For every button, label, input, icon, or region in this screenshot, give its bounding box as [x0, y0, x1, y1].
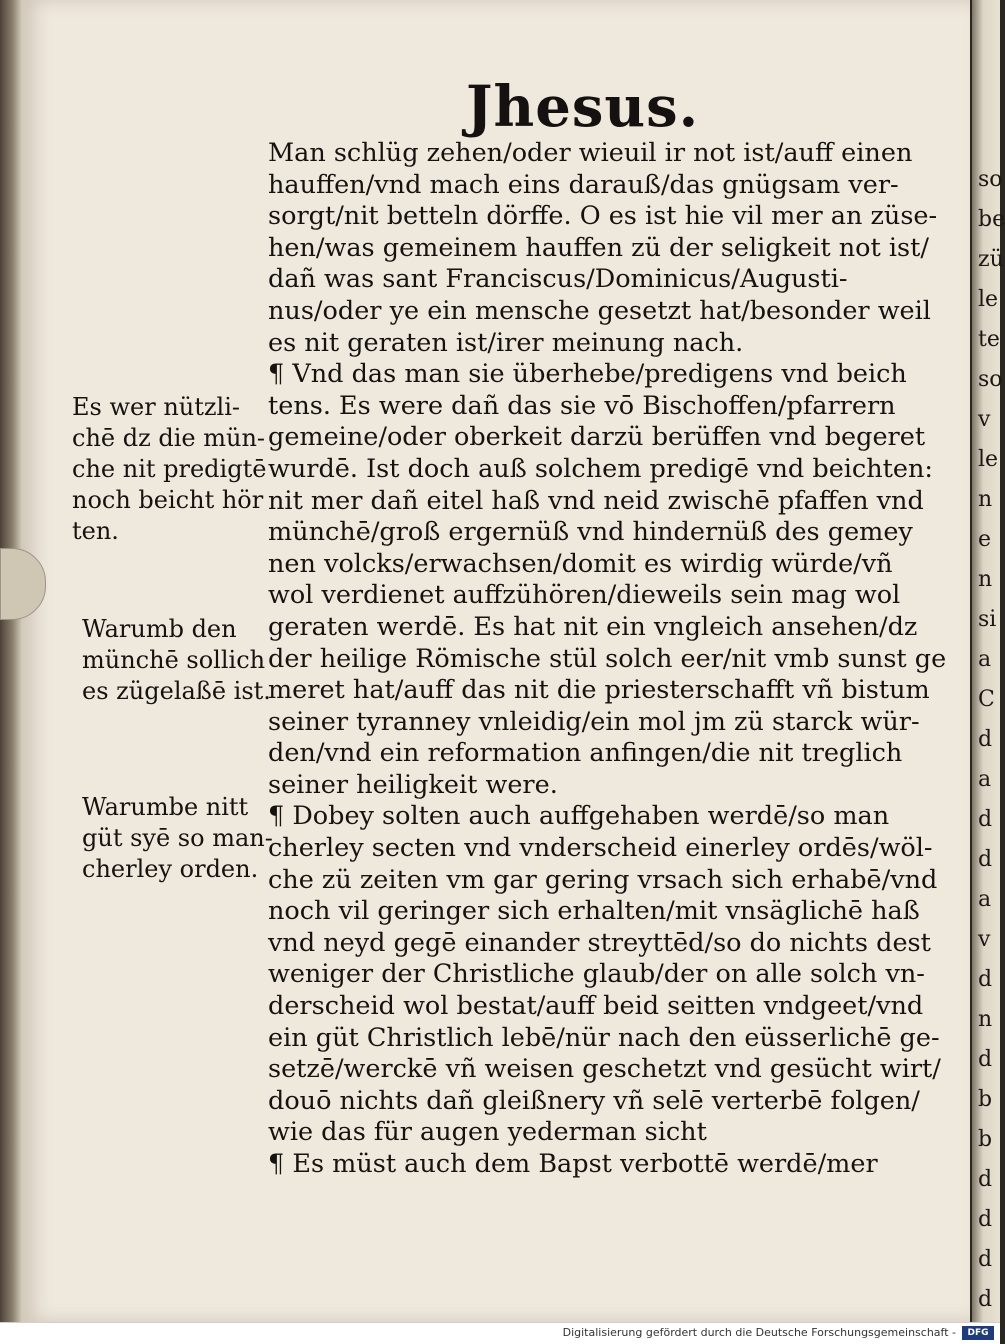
footer-credit: Digitalisierung gefördert durch die Deutsche Forschungsgemeinschaft -	[562, 1326, 956, 1339]
facing-fragment: le	[978, 447, 999, 472]
dfg-logo: DFG	[962, 1326, 994, 1340]
facing-fragment: d	[978, 1287, 993, 1312]
margin-note-line: Es wer nützli-	[72, 393, 240, 421]
text-line: seiner tyranney vnleidig/ein mol jm zü starck wür-	[268, 706, 920, 737]
margin-note-line: noch beicht hör	[72, 486, 264, 514]
book-left-edge	[0, 0, 22, 1322]
text-line: den/vnd ein reformation anfingen/die nit treglich	[268, 738, 903, 769]
margin-note-1	[72, 392, 266, 547]
margin-note-2	[82, 614, 271, 707]
text-line: geraten werdē. Es hat nit ein vngleich ansehen/dz	[268, 611, 918, 642]
text-line: hen/was gemeinem hauffen zü der seligkeit not ist/	[268, 232, 929, 263]
text-line: tens. Es were dañ das sie vō Bischoffen/pfarrern	[268, 390, 896, 421]
main-text-block	[268, 138, 947, 1181]
facing-fragment: d	[978, 1047, 993, 1072]
facing-fragment: b	[978, 1127, 993, 1152]
facing-fragment: a	[978, 767, 992, 792]
facing-fragment: v	[978, 927, 991, 952]
text-line: ¶ Vnd das man sie überhebe/predigens vnd beich	[268, 359, 907, 390]
margin-note-line: münchē sollich	[82, 646, 266, 674]
text-line: ein güt Christlich lebē/nür nach den eüsserlichē ge-	[268, 1022, 940, 1053]
facing-fragment: v	[978, 407, 991, 432]
text-line: vnd neyd gegē einander streyttēd/so do nichts dest	[268, 927, 931, 958]
facing-fragment: zü	[978, 247, 1004, 272]
text-line: seiner heiligkeit were.	[268, 769, 558, 800]
text-line: Man schlüg zehen/oder wieuil ir not ist/auff einen	[268, 138, 913, 168]
text-line: hauffen/vnd mach eins darauß/das gnügsam ver-	[268, 169, 899, 200]
margin-note-line: cherley orden.	[82, 855, 259, 883]
text-line: che zü zeiten vm gar gering vrsach sich erhabē/vnd	[268, 864, 938, 895]
facing-fragment: b	[978, 1087, 993, 1112]
text-line: wie das für augen yederman sicht	[268, 1117, 707, 1148]
facing-fragment: e	[978, 527, 992, 552]
text-line: douō nichts dañ gleißnery vñ selē verterbē folgen/	[268, 1085, 920, 1116]
facing-fragment: le	[978, 287, 999, 312]
facing-fragment: be	[978, 207, 1005, 232]
facing-fragment: a	[978, 647, 992, 672]
margin-note-line: es zügelaßē ist.	[82, 677, 271, 705]
text-line: dañ was sant Franciscus/Dominicus/Augusti-	[268, 264, 848, 295]
text-line: der heilige Römische stül solch eer/nit vmb sunst ge	[268, 643, 947, 674]
text-line: meret hat/auff das nit die priesterschafft vñ bistum	[268, 675, 930, 706]
text-line: nus/oder ye ein mensche gesetzt hat/besonder weil	[268, 295, 931, 326]
facing-fragment: d	[978, 1167, 993, 1192]
facing-fragment: a	[978, 887, 992, 912]
text-line: nit mer dañ eitel haß vnd neid zwischē pfaffen vnd	[268, 485, 924, 516]
facing-fragment: d	[978, 807, 993, 832]
facing-fragment: n	[978, 1007, 993, 1032]
facing-fragment: d	[978, 847, 993, 872]
text-line: nen volcks/erwachsen/domit es wirdig würde/vñ	[268, 548, 893, 579]
margin-note-line: güt syē so man-	[82, 824, 273, 852]
margin-note-line: ten.	[72, 517, 119, 545]
facing-fragment: n	[978, 487, 993, 512]
page-title: Jhesus.	[466, 74, 700, 140]
facing-fragment: so	[978, 367, 1003, 392]
text-line: es nit geraten ist/irer meinung nach.	[268, 327, 744, 358]
facing-fragment: si	[978, 607, 997, 632]
facing-fragment: d	[978, 967, 993, 992]
text-line: weniger der Christliche glaub/der on alle solch vn-	[268, 959, 925, 990]
facing-fragment: so	[978, 167, 1003, 192]
text-line: derscheid wol bestat/auff beid seitten vndgeet/vnd	[268, 991, 924, 1022]
text-line: gemeine/oder oberkeit darzü berüffen vnd begeret	[268, 422, 926, 453]
margin-note-line: che nit predigtē	[72, 455, 267, 483]
digitization-footer	[0, 1322, 1000, 1344]
margin-note-line: Warumbe nitt	[82, 793, 249, 821]
text-line: münchē/groß ergernüß vnd hindernüß des gemey	[268, 517, 913, 548]
facing-fragment: d	[978, 727, 993, 752]
text-line: cherley secten vnd vnderscheid einerley ordēs/wöl-	[268, 833, 933, 864]
margin-note-line: Warumb den	[82, 615, 237, 643]
facing-fragment: d	[978, 1207, 993, 1232]
text-line: sorgt/nit betteln dörffe. O es ist hie vil mer an züse-	[268, 201, 938, 232]
text-line: ¶ Dobey solten auch auffgehaben werdē/so man	[268, 801, 890, 832]
facing-page-text	[978, 160, 1005, 1320]
facing-fragment: te	[978, 327, 1000, 352]
facing-fragment: n	[978, 567, 993, 592]
text-line: setzē/werckē vñ weisen geschetzt vnd gesücht wirt/	[268, 1054, 941, 1085]
text-line: ¶ Es müst auch dem Bapst verbottē werdē/mer	[268, 1149, 878, 1179]
text-line: wol verdienet auffzühören/dieweils sein mag wol	[268, 580, 901, 611]
text-line: noch vil geringer sich erhalten/mit vnsäglichē haß	[268, 896, 920, 927]
facing-fragment: d	[978, 1247, 993, 1272]
text-line: wurdē. Ist doch auß solchem predigē vnd beichten:	[268, 453, 933, 484]
facing-fragment: C	[978, 687, 995, 712]
margin-note-3	[82, 792, 273, 885]
margin-note-line: chē dz die mün-	[72, 424, 266, 452]
